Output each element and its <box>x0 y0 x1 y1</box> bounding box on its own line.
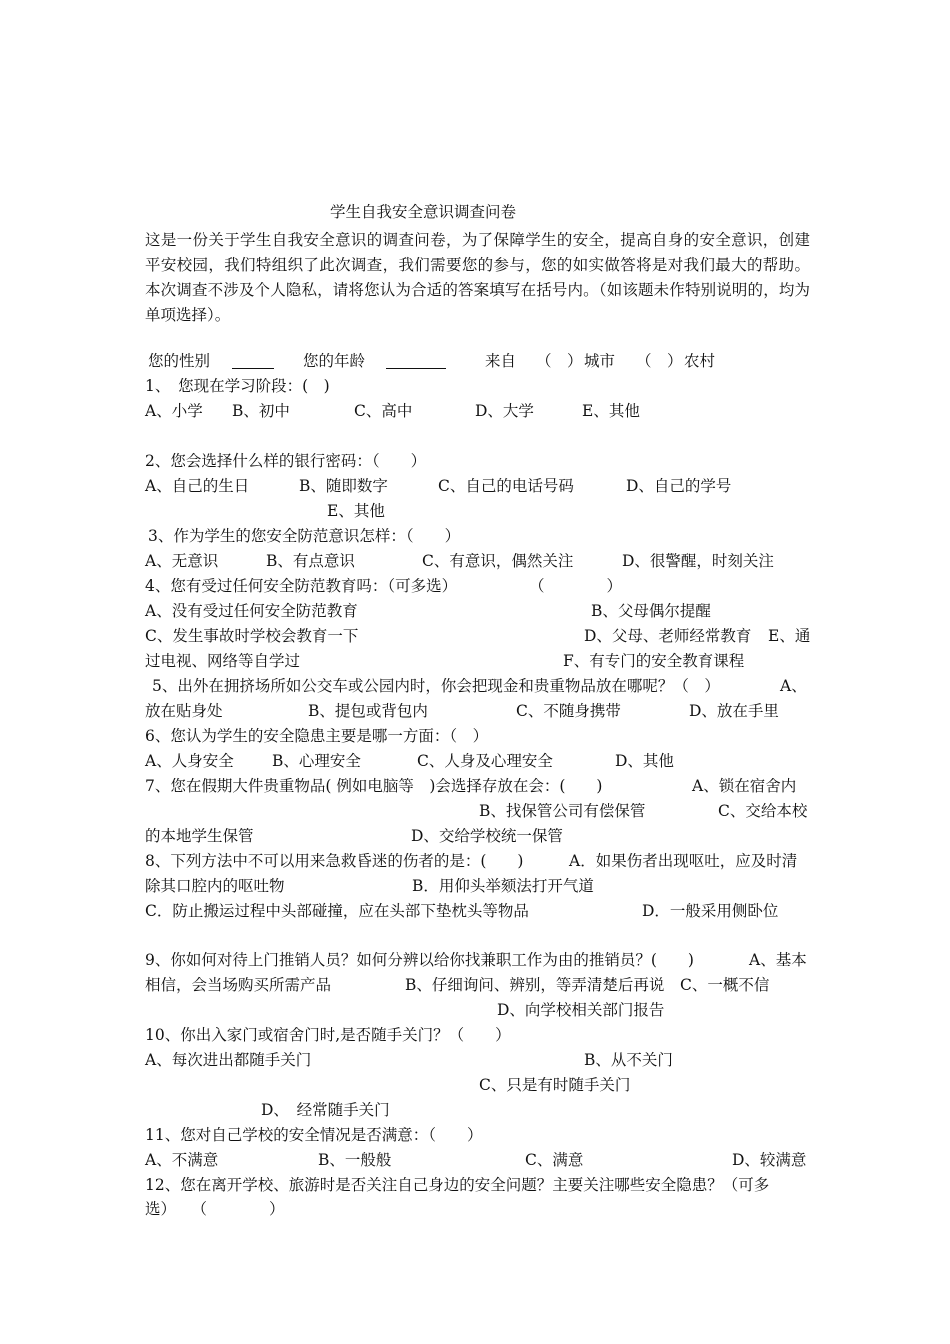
q1-option-e: E、其他 <box>582 402 640 420</box>
rural-paren[interactable]: （ ） <box>636 352 683 370</box>
q5-option-a: A、 <box>780 677 807 695</box>
page-title: 学生自我安全意识调查问卷 <box>330 203 517 221</box>
q11-option-d: D、较满意 <box>732 1151 807 1169</box>
q11-option-c: C、满意 <box>525 1151 584 1169</box>
gender-label: 您的性别 <box>148 352 211 370</box>
q9-option-a: A、基本 <box>749 951 807 969</box>
q8-option-c: C．防止搬运过程中头部碰撞，应在头部下垫枕头等物品 <box>145 902 529 920</box>
q2-option-b: B、随即数字 <box>299 477 388 495</box>
q7-option-c-cont: 的本地学生保管 <box>145 827 254 845</box>
intro-paragraph: 这是一份关于学生自我安全意识的调查问卷，为了保障学生的安全，提高自身的安全意识，创建平安校园，我们特组织了此次调查，我们需要您的参与，您的如实做答将是对我们最大的帮助。本次调查不涉及个人隐私，请将您认为合适的答案填写在括号内。（如该题未作特别说明的，均为单项选择）。 <box>145 231 810 324</box>
q6-option-d: D、其他 <box>615 752 674 770</box>
q4-answer-paren[interactable]: （ ） <box>529 577 623 595</box>
q4-option-f: F、有专门的安全教育课程 <box>563 652 745 670</box>
question-12: 12、您在离开学校、旅游时是否关注自己身边的安全问题？主要关注哪些安全隐患？（可多 <box>145 1176 770 1194</box>
q4-option-e: E、通 <box>768 627 811 645</box>
q10-option-c: C、只是有时随手关门 <box>479 1076 631 1094</box>
question-2: 2、您会选择什么样的银行密码：（ ） <box>145 452 427 470</box>
age-label: 您的年龄 <box>303 352 366 370</box>
q2-option-a: A、自己的生日 <box>145 477 250 495</box>
q6-option-c: C、人身及心理安全 <box>417 752 553 770</box>
question-9: 9、你如何对待上门推销人员？如何分辨以给你找兼职工作为由的推销员？( ) <box>145 951 694 969</box>
q1-option-d: D、大学 <box>475 402 534 420</box>
q8-option-a: A．如果伤者出现呕吐，应及时清 <box>569 852 798 870</box>
q6-option-a: A、人身安全 <box>145 752 234 770</box>
q9-option-a-cont: 相信，会当场购买所需产品 <box>145 976 332 994</box>
rural-label: 农村 <box>684 352 716 370</box>
q8-option-b: B．用仰头举颏法打开气道 <box>412 877 594 895</box>
q11-option-a: A、不满意 <box>145 1151 219 1169</box>
question-10: 10、你出入家门或宿舍门时,是否随手关门？（ ） <box>145 1026 511 1044</box>
q5-option-d: D、放在手里 <box>689 702 779 720</box>
q1-option-a: A、小学 <box>145 402 203 420</box>
q3-option-a: A、无意识 <box>145 552 219 570</box>
gender-field[interactable] <box>232 351 274 374</box>
q3-option-c: C、有意识，偶然关注 <box>422 552 574 570</box>
q10-option-a: A、每次进出都随手关门 <box>145 1051 312 1069</box>
q1-option-c: C、高中 <box>354 402 413 420</box>
question-3: 3、作为学生的您安全防范意识怎样：（ ） <box>148 527 461 545</box>
q9-option-d: D、向学校相关部门报告 <box>497 1001 665 1019</box>
from-label: 来自 <box>485 352 517 370</box>
q4-option-c: C、发生事故时学校会教育一下 <box>145 627 359 645</box>
q3-option-b: B、有点意识 <box>266 552 355 570</box>
q9-option-c: C、一概不信 <box>680 976 770 994</box>
q10-option-b: B、从不关门 <box>584 1051 673 1069</box>
q8-option-a-cont: 除其口腔内的呕吐物 <box>145 877 285 895</box>
question-12-cont: 选） （ ） <box>145 1200 285 1218</box>
question-11: 11、您对自己学校的安全情况是否满意：（ ） <box>145 1126 483 1144</box>
q2-option-d: D、自己的学号 <box>626 477 732 495</box>
q10-option-d: D、 经常随手关门 <box>261 1101 390 1119</box>
city-label: 城市 <box>584 352 616 370</box>
q5-option-a-cont: 放在贴身处 <box>145 702 223 720</box>
question-4: 4、您有受过任何安全防范教育吗：（可多选） <box>145 577 458 595</box>
q3-option-d: D、很警醒，时刻关注 <box>622 552 774 570</box>
q5-option-c: C、不随身携带 <box>516 702 621 720</box>
question-5: 5、出外在拥挤场所如公交车或公园内时，你会把现金和贵重物品放在哪呢？（ ） <box>152 677 720 695</box>
q7-option-c: C、交给本校 <box>718 802 808 820</box>
q6-option-b: B、心理安全 <box>272 752 361 770</box>
city-paren[interactable]: （ ） <box>536 352 583 370</box>
q1-option-b: B、初中 <box>232 402 290 420</box>
q7-option-d: D、交给学校统一保管 <box>411 827 563 845</box>
q5-option-b: B、提包或背包内 <box>308 702 428 720</box>
q7-option-b: B、找保管公司有偿保管 <box>479 802 646 820</box>
q4-option-d: D、父母、老师经常教育 <box>584 627 752 645</box>
question-7: 7、您在假期大件贵重物品( 例如电脑等 )会选择存放在会：( ) <box>145 777 603 795</box>
q9-option-b: B、仔细询问、辨别，等弄清楚后再说 <box>405 976 665 994</box>
q7-option-a: A、锁在宿舍内 <box>692 777 797 795</box>
q2-option-e: E、其他 <box>327 502 385 520</box>
question-8: 8、下列方法中不可以用来急救昏迷的伤者的是：( ) <box>145 852 524 870</box>
question-1: 1、 您现在学习阶段：( ) <box>145 377 330 395</box>
q4-option-b: B、父母偶尔提醒 <box>591 602 711 620</box>
question-6: 6、您认为学生的安全隐患主要是哪一方面：（ ） <box>145 727 489 745</box>
q4-option-e-cont: 过电视、网络等自学过 <box>145 652 301 670</box>
age-field[interactable] <box>386 351 446 374</box>
q8-option-d: D．一般采用侧卧位 <box>642 902 779 920</box>
q4-option-a: A、没有受过任何安全防范教育 <box>145 602 358 620</box>
q2-option-c: C、自己的电话号码 <box>438 477 574 495</box>
q11-option-b: B、一般般 <box>318 1151 392 1169</box>
